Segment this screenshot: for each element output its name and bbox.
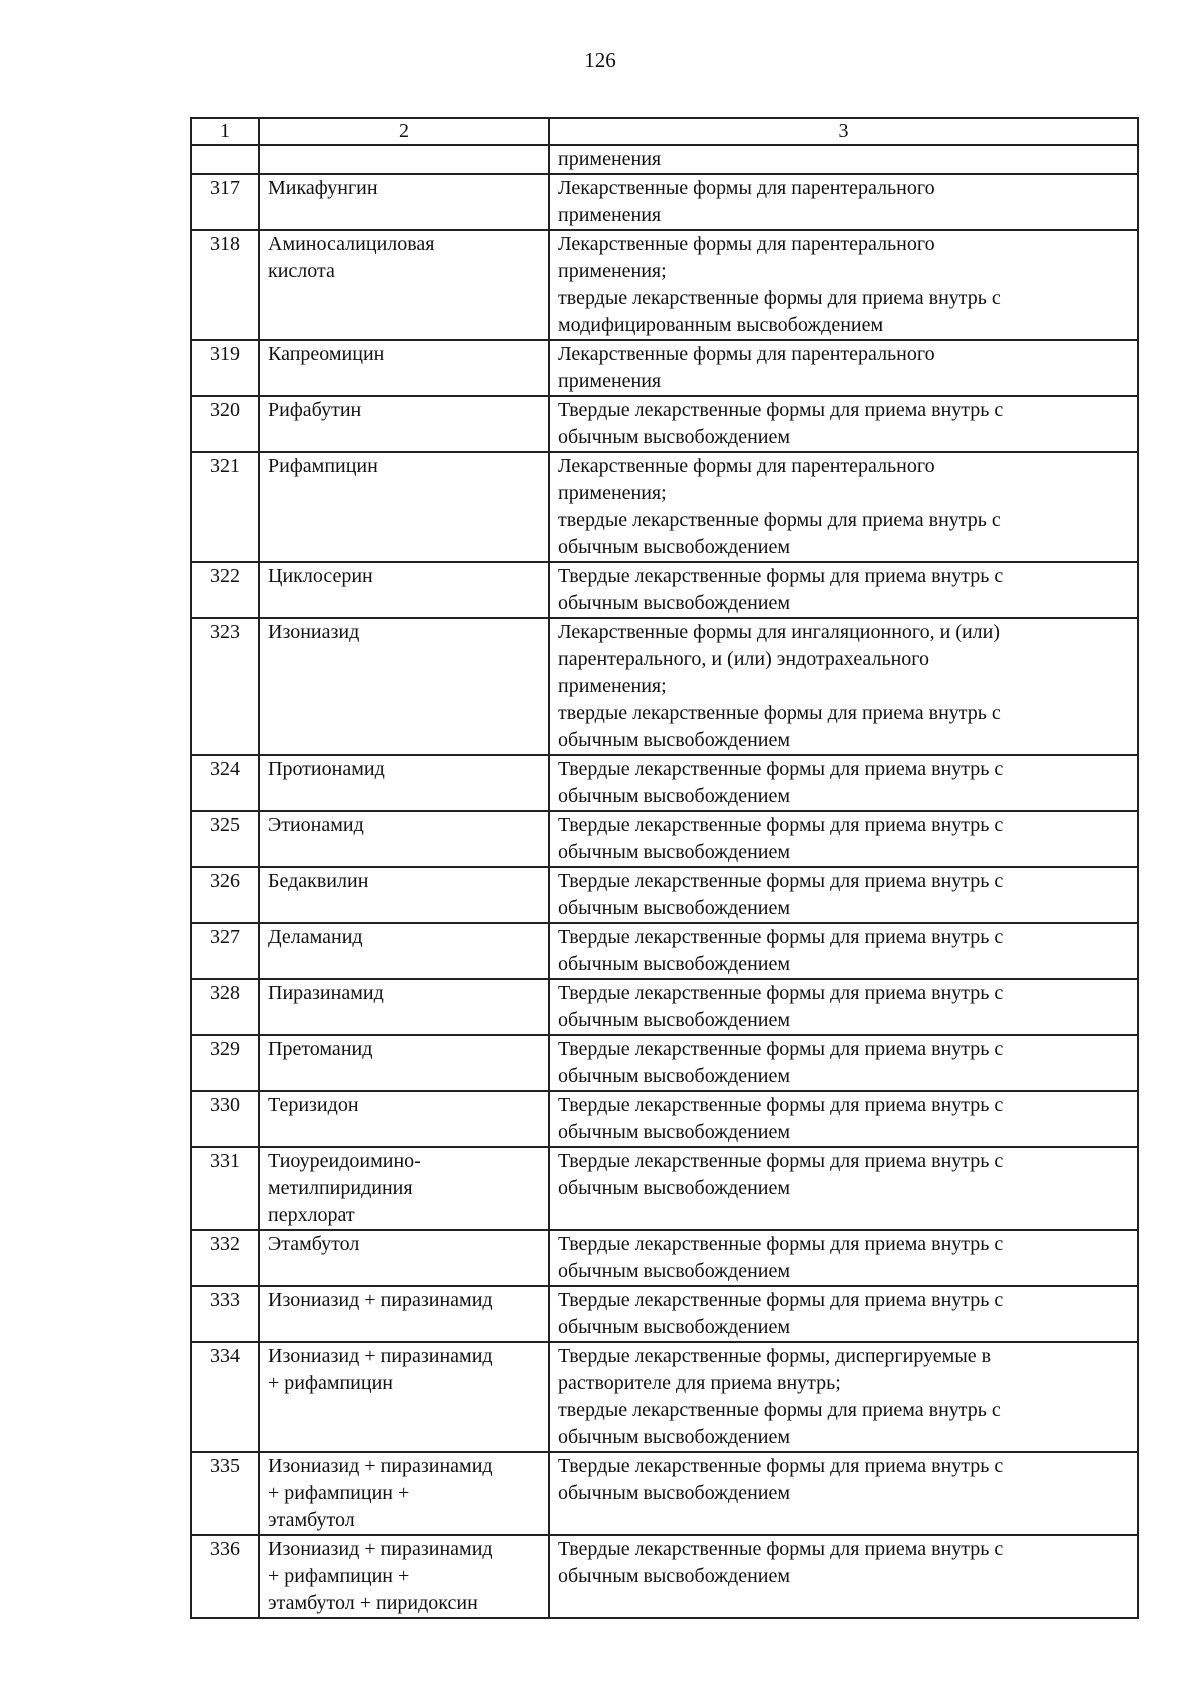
drug-name-cell	[259, 396, 549, 452]
form-line: обычным высвобождением	[558, 897, 791, 919]
dosage-form-cell	[549, 230, 1138, 340]
form-line: Твердые лекарственные формы для приема внутрь с	[558, 399, 1004, 421]
table-row	[191, 1147, 1138, 1230]
dosage-form-cell	[549, 396, 1138, 452]
table-row	[191, 1035, 1138, 1091]
form-line: Твердые лекарственные формы для приема внутрь с	[558, 1455, 1004, 1477]
row-number: 323	[191, 618, 259, 755]
drug-name-line: этамбутол	[268, 1509, 355, 1531]
form-line: обычным высвобождением	[558, 729, 791, 751]
drug-name-cell	[259, 1091, 549, 1147]
drug-name-line: Деламанид	[268, 926, 363, 948]
row-number: 329	[191, 1035, 259, 1091]
table-row	[191, 230, 1138, 340]
dosage-form-cell	[549, 1091, 1138, 1147]
dosage-form-cell	[549, 1286, 1138, 1342]
form-line: парентерального, и (или) эндотрахеального	[558, 648, 929, 670]
form-line: Твердые лекарственные формы для приема внутрь с	[558, 1233, 1004, 1255]
dosage-form-cell	[549, 1147, 1138, 1230]
drug-name-cell	[259, 562, 549, 618]
dosage-form-cell	[549, 1535, 1138, 1618]
dosage-form-cell	[549, 923, 1138, 979]
drug-name-cell	[259, 923, 549, 979]
table-row	[191, 923, 1138, 979]
drug-name-cell	[259, 1342, 549, 1452]
table-row	[191, 396, 1138, 452]
drug-name-cell	[259, 755, 549, 811]
column-header-3: 3	[549, 118, 1138, 145]
dosage-form-cell	[549, 1035, 1138, 1091]
table-row	[191, 755, 1138, 811]
row-number: 336	[191, 1535, 259, 1618]
drug-name-cell	[259, 979, 549, 1035]
drug-name-line: + рифампицин	[268, 1372, 393, 1394]
column-header-1: 1	[191, 118, 259, 145]
drug-name-line: + рифампицин +	[268, 1565, 410, 1587]
drug-name-line: Изониазид + пиразинамид	[268, 1455, 493, 1477]
table-row	[191, 1286, 1138, 1342]
drug-name-line: Изониазид + пиразинамид	[268, 1345, 493, 1367]
form-line: Твердые лекарственные формы для приема внутрь с	[558, 1289, 1004, 1311]
form-line: Твердые лекарственные формы для приема внутрь с	[558, 814, 1004, 836]
form-line: обычным высвобождением	[558, 1565, 791, 1587]
drug-name-line: кислота	[268, 260, 335, 282]
drug-name-cell	[259, 340, 549, 396]
form-line: применения;	[558, 260, 667, 282]
dosage-form-cell	[549, 452, 1138, 562]
form-line: Лекарственные формы для парентерального	[558, 233, 935, 255]
continuation-name-cell	[259, 145, 549, 174]
drug-name-line: Бедаквилин	[268, 870, 369, 892]
table-row	[191, 340, 1138, 396]
form-line: Твердые лекарственные формы для приема внутрь с	[558, 1150, 1004, 1172]
form-line: Лекарственные формы для ингаляционного, и (или)	[558, 621, 1001, 643]
drug-table	[190, 117, 1139, 1619]
form-line: Твердые лекарственные формы для приема внутрь с	[558, 926, 1004, 948]
dosage-form-cell	[549, 979, 1138, 1035]
table-row	[191, 618, 1138, 755]
drug-name-cell	[259, 1035, 549, 1091]
page-number: 126	[584, 48, 616, 72]
continuation-form-cell	[549, 145, 1138, 174]
form-line: обычным высвобождением	[558, 536, 791, 558]
drug-name-line: Рифабутин	[268, 399, 362, 421]
form-line: Твердые лекарственные формы для приема внутрь с	[558, 1538, 1004, 1560]
form-line: обычным высвобождением	[558, 953, 791, 975]
form-line: твердые лекарственные формы для приема внутрь с	[558, 287, 1001, 309]
continuation-row	[191, 145, 1138, 174]
dosage-form-cell	[549, 811, 1138, 867]
form-line: Твердые лекарственные формы для приема внутрь с	[558, 1094, 1004, 1116]
form-line: Твердые лекарственные формы для приема внутрь с	[558, 758, 1004, 780]
row-number: 331	[191, 1147, 259, 1230]
drug-name-line: Аминосалициловая	[268, 233, 435, 255]
form-line: растворителе для приема внутрь;	[558, 1372, 841, 1394]
drug-name-cell	[259, 1286, 549, 1342]
form-line: твердые лекарственные формы для приема внутрь с	[558, 509, 1001, 531]
row-number: 324	[191, 755, 259, 811]
drug-name-line: Капреомицин	[268, 343, 385, 365]
drug-name-line: Изониазид + пиразинамид	[268, 1538, 493, 1560]
table-row	[191, 1091, 1138, 1147]
dosage-form-cell	[549, 618, 1138, 755]
table-row	[191, 452, 1138, 562]
form-line: твердые лекарственные формы для приема внутрь с	[558, 1399, 1001, 1421]
form-line: обычным высвобождением	[558, 1009, 791, 1031]
drug-name-line: Этамбутол	[268, 1233, 360, 1255]
row-number: 333	[191, 1286, 259, 1342]
table-header-row	[191, 118, 1138, 145]
row-number: 334	[191, 1342, 259, 1452]
table-row	[191, 1230, 1138, 1286]
form-line: обычным высвобождением	[558, 1426, 791, 1448]
drug-name-cell	[259, 452, 549, 562]
drug-name-line: Циклосерин	[268, 565, 373, 587]
drug-name-cell	[259, 618, 549, 755]
row-number: 321	[191, 452, 259, 562]
row-number: 322	[191, 562, 259, 618]
form-line: обычным высвобождением	[558, 1065, 791, 1087]
drug-name-cell	[259, 1147, 549, 1230]
drug-name-line: Изониазид + пиразинамид	[268, 1289, 493, 1311]
drug-name-line: перхлорат	[268, 1204, 355, 1226]
drug-name-line: Микафунгин	[268, 177, 378, 199]
dosage-form-cell	[549, 562, 1138, 618]
drug-name-line: Этионамид	[268, 814, 364, 836]
drug-name-line: метилпиридиния	[268, 1177, 413, 1199]
drug-name-line: этамбутол + пиридоксин	[268, 1592, 478, 1614]
row-number: 328	[191, 979, 259, 1035]
form-line: обычным высвобождением	[558, 1482, 791, 1504]
drug-name-line: Изониазид	[268, 621, 360, 643]
row-number: 318	[191, 230, 259, 340]
table-row	[191, 979, 1138, 1035]
row-number: 325	[191, 811, 259, 867]
row-number: 330	[191, 1091, 259, 1147]
form-line: модифицированным высвобождением	[558, 314, 884, 336]
form-line: твердые лекарственные формы для приема внутрь с	[558, 702, 1001, 724]
dosage-form-cell	[549, 755, 1138, 811]
form-line: Твердые лекарственные формы для приема внутрь с	[558, 565, 1004, 587]
form-line: применения;	[558, 482, 667, 504]
row-number: 327	[191, 923, 259, 979]
form-line: применения;	[558, 675, 667, 697]
form-line: обычным высвобождением	[558, 1316, 791, 1338]
dosage-form-cell	[549, 174, 1138, 230]
row-number: 320	[191, 396, 259, 452]
form-line: применения	[558, 370, 662, 392]
form-line: обычным высвобождением	[558, 426, 791, 448]
dosage-form-cell	[549, 1452, 1138, 1535]
table-row	[191, 174, 1138, 230]
form-line: Лекарственные формы для парентерального	[558, 343, 935, 365]
table-body	[191, 145, 1138, 1618]
form-line: Лекарственные формы для парентерального	[558, 177, 935, 199]
form-line: применения	[558, 148, 662, 170]
table-row	[191, 867, 1138, 923]
drug-name-cell	[259, 174, 549, 230]
form-line: обычным высвобождением	[558, 785, 791, 807]
drug-name-cell	[259, 230, 549, 340]
drug-name-cell	[259, 811, 549, 867]
continuation-num-cell	[191, 145, 259, 174]
drug-name-cell	[259, 867, 549, 923]
table-row	[191, 1535, 1138, 1618]
drug-name-line: Пиразинамид	[268, 982, 384, 1004]
drug-name-line: Тиоуреидоимино-	[268, 1150, 421, 1172]
form-line: обычным высвобождением	[558, 1121, 791, 1143]
drug-name-cell	[259, 1535, 549, 1618]
table-row	[191, 1342, 1138, 1452]
drug-name-line: Теризидон	[268, 1094, 359, 1116]
dosage-form-cell	[549, 1230, 1138, 1286]
form-line: Твердые лекарственные формы для приема внутрь с	[558, 870, 1004, 892]
column-header-2: 2	[259, 118, 549, 145]
drug-name-cell	[259, 1230, 549, 1286]
table-row	[191, 562, 1138, 618]
dosage-form-cell	[549, 867, 1138, 923]
drug-name-line: Претоманид	[268, 1038, 373, 1060]
drug-name-cell	[259, 1452, 549, 1535]
form-line: Лекарственные формы для парентерального	[558, 455, 935, 477]
form-line: обычным высвобождением	[558, 1177, 791, 1199]
row-number: 335	[191, 1452, 259, 1535]
dosage-form-cell	[549, 1342, 1138, 1452]
form-line: обычным высвобождением	[558, 1260, 791, 1282]
form-line: применения	[558, 204, 662, 226]
form-line: Твердые лекарственные формы для приема внутрь с	[558, 982, 1004, 1004]
row-number: 332	[191, 1230, 259, 1286]
drug-name-line: + рифампицин +	[268, 1482, 410, 1504]
form-line: Твердые лекарственные формы для приема внутрь с	[558, 1038, 1004, 1060]
drug-name-line: Протионамид	[268, 758, 385, 780]
form-line: обычным высвобождением	[558, 841, 791, 863]
form-line: Твердые лекарственные формы, диспергируемые в	[558, 1345, 992, 1367]
dosage-form-cell	[549, 340, 1138, 396]
form-line: обычным высвобождением	[558, 592, 791, 614]
row-number: 326	[191, 867, 259, 923]
table-row	[191, 1452, 1138, 1535]
table-row	[191, 811, 1138, 867]
row-number: 317	[191, 174, 259, 230]
drug-name-line: Рифампицин	[268, 455, 378, 477]
row-number: 319	[191, 340, 259, 396]
